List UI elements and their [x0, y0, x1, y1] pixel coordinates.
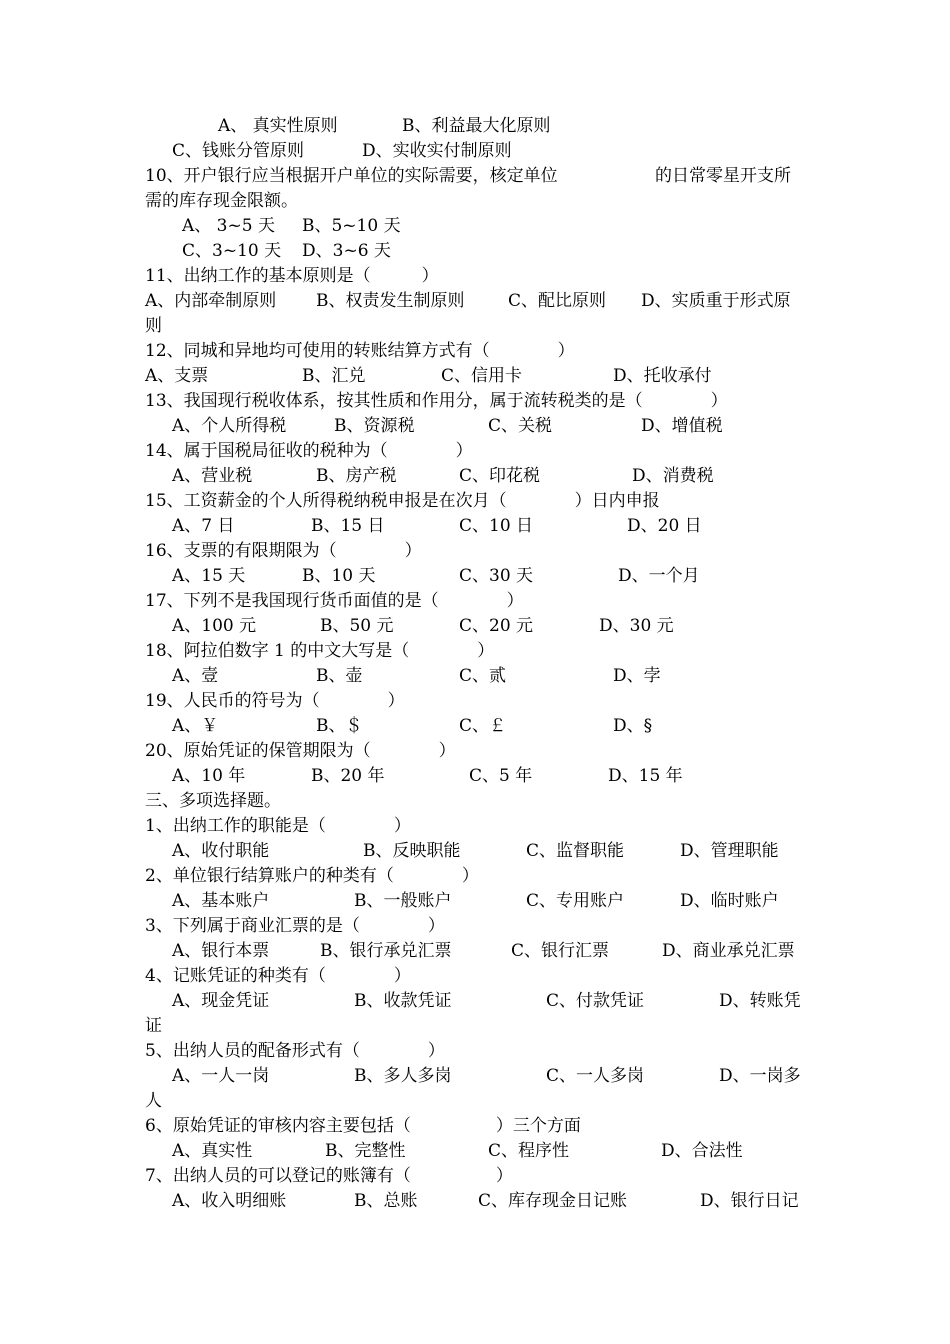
q17-stem-text: 17、下列不是我国现行货币面值的是（ ） — [145, 591, 524, 611]
q17-option-b: B、50 元 — [320, 616, 394, 636]
m6-option-c: C、程序性 — [488, 1141, 570, 1161]
q9-option-a: A、 真实性原则 — [218, 116, 338, 136]
m3-stem-text: 3、下列属于商业汇票的是（ ） — [145, 916, 445, 936]
q20-option-d: D、15 年 — [608, 766, 683, 786]
q11-option-a: A、内部牵制原则 — [145, 291, 277, 311]
q11-stem-text: 11、出纳工作的基本原则是（ ） — [145, 266, 439, 286]
q10-stem-part2: 的日常零星开支所 — [655, 166, 791, 186]
m7-option-a: A、收入明细账 — [172, 1191, 287, 1211]
q19-option-d: D、§ — [613, 716, 653, 736]
q13-stem-text: 13、我国现行税收体系，按其性质和作用分，属于流转税类的是（ ） — [145, 391, 728, 411]
q16-stem-text: 16、支票的有限期限为（ ） — [145, 541, 422, 561]
q12-option-d: D、托收承付 — [613, 366, 712, 386]
m3-option-d: D、商业承兑汇票 — [662, 941, 795, 961]
m5-option-b: B、多人多岗 — [354, 1066, 452, 1086]
q10-stem-part1: 10、开户银行应当根据开户单位的实际需要，核定单位 — [145, 166, 558, 186]
q15-option-c: C、10 日 — [459, 516, 534, 536]
q13-option-a: A、个人所得税 — [172, 416, 287, 436]
q12-option-a: A、支票 — [145, 366, 209, 386]
m4-option-c: C、付款凭证 — [546, 991, 645, 1011]
m7-options — [0, 1190, 799, 1322]
q17-option-a: A、100 元 — [172, 616, 257, 636]
m6-stem-text: 6、原始凭证的审核内容主要包括（ ）三个方面 — [145, 1116, 581, 1136]
q20-option-c: C、5 年 — [469, 766, 533, 786]
q15-option-d: D、20 日 — [627, 516, 702, 536]
q14-option-d: D、消费税 — [632, 466, 714, 486]
q10-option-c: C、3~10 天 — [182, 241, 282, 261]
q18-stem-text: 18、阿拉伯数字 1 的中文大写是（ ） — [145, 641, 495, 661]
m4-option-a: A、现金凭证 — [172, 991, 270, 1011]
q10-option-d: D、3~6 天 — [302, 241, 391, 261]
m7-option-c: C、库存现金日记账 — [478, 1191, 628, 1211]
q16-option-c: C、30 天 — [459, 566, 534, 586]
q20-option-a: A、10 年 — [172, 766, 246, 786]
q19-option-b: B、＄ — [316, 716, 363, 736]
q9-option-d: D、实收实付制原则 — [362, 141, 512, 161]
m4-option-b: B、收款凭证 — [354, 991, 452, 1011]
q19-stem-text: 19、人民币的符号为（ ） — [145, 691, 405, 711]
q15-stem-text: 15、工资薪金的个人所得税纳税申报是在次月（ ）日内申报 — [145, 491, 660, 511]
m4-option-d-wrap: 证 — [145, 1016, 162, 1036]
m2-option-c: C、专用账户 — [526, 891, 625, 911]
q10-stem-cont: 需的库存现金限额。 — [145, 191, 298, 211]
m5-option-a: A、一人一岗 — [172, 1066, 270, 1086]
q12-stem-text: 12、同城和异地均可使用的转账结算方式有（ ） — [145, 341, 575, 361]
m7-stem-text: 7、出纳人员的可以登记的账簿有（ ） — [145, 1166, 513, 1186]
q19-option-c: C、￡ — [459, 716, 507, 736]
q17-option-c: C、20 元 — [459, 616, 534, 636]
q18-option-b: B、壶 — [316, 666, 363, 686]
m5-option-c: C、一人多岗 — [546, 1066, 645, 1086]
m6-option-a: A、真实性 — [172, 1141, 253, 1161]
m3-option-b: B、银行承兑汇票 — [320, 941, 452, 961]
q12-option-c: C、信用卡 — [441, 366, 523, 386]
q16-option-a: A、15 天 — [172, 566, 246, 586]
m5-option-d-wrap: 人 — [145, 1091, 162, 1111]
m1-option-d: D、管理职能 — [680, 841, 779, 861]
m3-option-c: C、银行汇票 — [511, 941, 610, 961]
q18-option-a: A、壹 — [172, 666, 219, 686]
m5-option-d: D、一岗多 — [719, 1066, 801, 1086]
q14-option-b: B、房产税 — [316, 466, 397, 486]
m4-option-d: D、转账凭 — [719, 991, 801, 1011]
m1-option-a: A、收付职能 — [172, 841, 270, 861]
q17-option-d: D、30 元 — [599, 616, 674, 636]
q16-option-b: B、10 天 — [302, 566, 376, 586]
m1-stem-text: 1、出纳工作的职能是（ ） — [145, 816, 411, 836]
q10-option-a: A、 3~5 天 — [182, 216, 275, 236]
q11-option-d-wrap: 则 — [145, 316, 162, 336]
m7-option-d: D、银行日记 — [700, 1191, 799, 1211]
q11-option-b: B、权责发生制原则 — [316, 291, 465, 311]
q15-option-b: B、15 日 — [311, 516, 385, 536]
section-3-title: 三、多项选择题。 — [145, 791, 281, 811]
q11-option-d: D、实质重于形式原 — [641, 291, 791, 311]
q18-option-c: C、贰 — [459, 666, 507, 686]
q13-option-d: D、增值税 — [641, 416, 723, 436]
q11-option-c: C、配比原则 — [508, 291, 607, 311]
q14-option-c: C、印花税 — [459, 466, 541, 486]
m2-option-b: B、一般账户 — [354, 891, 452, 911]
q20-option-b: B、20 年 — [311, 766, 385, 786]
q12-option-b: B、汇兑 — [302, 366, 366, 386]
q15-option-a: A、7 日 — [172, 516, 235, 536]
q9-option-b: B、利益最大化原则 — [402, 116, 551, 136]
q19-option-a: A、￥ — [172, 716, 219, 736]
q13-option-c: C、关税 — [488, 416, 553, 436]
m5-stem-text: 5、出纳人员的配备形式有（ ） — [145, 1041, 445, 1061]
q14-option-a: A、营业税 — [172, 466, 253, 486]
q9-option-c: C、钱账分管原则 — [172, 141, 305, 161]
m4-stem-text: 4、记账凭证的种类有（ ） — [145, 966, 411, 986]
m3-option-a: A、银行本票 — [172, 941, 270, 961]
q18-option-d: D、孛 — [613, 666, 661, 686]
m1-option-b: B、反映职能 — [363, 841, 461, 861]
m6-option-d: D、合法性 — [661, 1141, 743, 1161]
q14-stem-text: 14、属于国税局征收的税种为（ ） — [145, 441, 473, 461]
q10-option-b: B、5~10 天 — [302, 216, 401, 236]
q13-option-b: B、资源税 — [334, 416, 415, 436]
m6-option-b: B、完整性 — [325, 1141, 406, 1161]
q16-option-d: D、一个月 — [618, 566, 700, 586]
m2-option-a: A、基本账户 — [172, 891, 270, 911]
q20-stem-text: 20、原始凭证的保管期限为（ ） — [145, 741, 456, 761]
m1-option-c: C、监督职能 — [526, 841, 625, 861]
m2-stem-text: 2、单位银行结算账户的种类有（ ） — [145, 866, 479, 886]
m2-option-d: D、临时账户 — [680, 891, 779, 911]
m7-option-b: B、总账 — [354, 1191, 418, 1211]
